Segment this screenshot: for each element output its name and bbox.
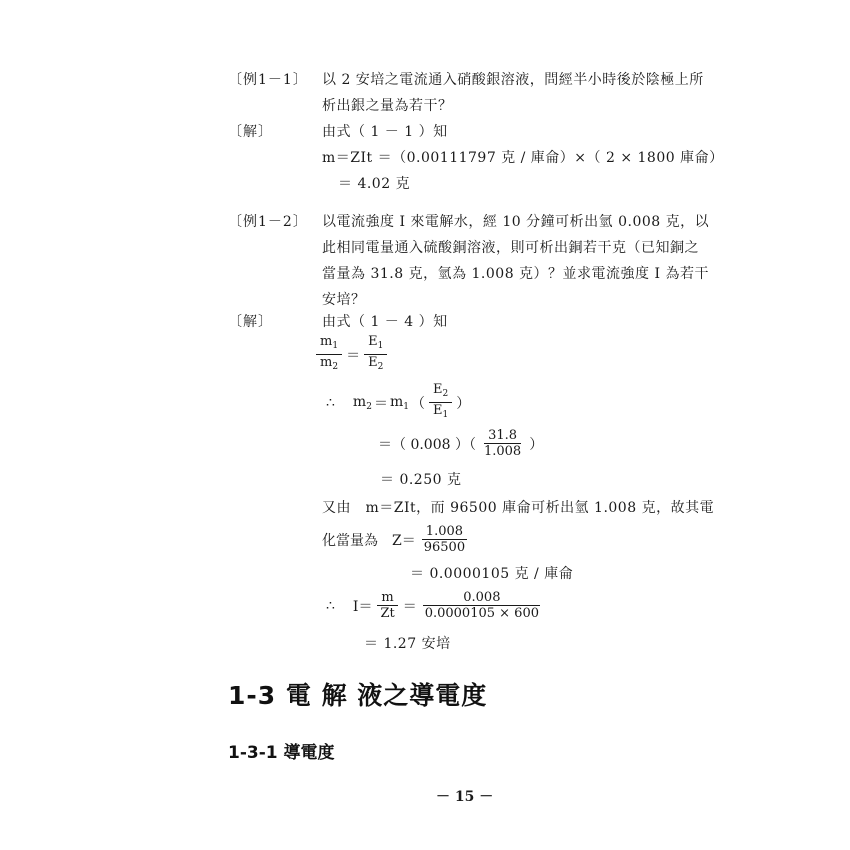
result-current: ＝ 1.27 安培: [364, 636, 451, 652]
therefore-symbol: ∴: [326, 597, 335, 614]
example-1-2-solution-intro: 由式（ 1 － 4 ）知: [322, 314, 448, 330]
example-1-2-solution-label: 〔解〕: [228, 314, 273, 330]
result-copper-mass: ＝ 0.250 克: [380, 472, 462, 488]
fraction-31-8-over-1-008: $\frac{31.8}{1.008}$: [483, 428, 522, 459]
section-heading: 1-3 電 解 液之導電度: [228, 681, 488, 710]
example-1-1-solution-line-1: 由式（ 1 － 1 ）知: [322, 124, 448, 140]
fraction-1-008-over-96500: $\frac{1.008}{96500}$: [423, 524, 466, 555]
example-1-1-solution-line-3: ＝ 4.02 克: [338, 176, 411, 192]
page-number: － 15 －: [436, 789, 494, 805]
subsection-heading: 1-3-1 導電度: [228, 743, 335, 763]
example-1-1-solution-label: 〔解〕: [228, 124, 273, 140]
example-1-1-solution-line-2: m＝ZIt ＝（0.00111797 克 / 庫侖）×（ 2 × 1800 庫侖）: [322, 150, 724, 166]
text-faraday-relation: 又由 m＝ZIt，而 96500 庫侖可析出氫 1.008 克，故其電: [322, 500, 715, 516]
fraction-m-over-zt: $\frac{m}{Zt}$: [376, 590, 398, 621]
example-1-2-question-line-3: 當量為 31.8 克，氫為 1.008 克）？並求電流強度 I 為若干: [322, 266, 709, 282]
fraction-m1-m2: $\frac{m_1}{m_2}$: [316, 334, 342, 375]
equation-ratio: $\frac{m_1}{m_2}$ ＝ $\frac{E_1}{E_2}$: [314, 334, 389, 375]
fraction-e2-e1: $\frac{E_2}{E_1}$: [429, 382, 452, 423]
fraction-0-008-over-product: $\frac{0.008}{0.0000105 \times 600}$: [424, 590, 539, 621]
example-1-1-label: 〔例1－1〕: [228, 72, 308, 88]
equation-m2: ∴ $m_2$ ＝ $m_1$ （ $\frac{E_2}{E_1}$ ）: [326, 382, 470, 423]
example-1-2-question-line-1: 以電流強度 I 來電解水，經 10 分鐘可析出氫 0.008 克，以: [322, 214, 710, 230]
equation-current: ∴ I＝ $\frac{m}{Zt}$ ＝ $\frac{0.008}{0.0000105 \times 600}$: [326, 590, 545, 621]
result-z-value: ＝ 0.0000105 克 / 庫侖: [410, 566, 574, 582]
example-1-2-question-line-4: 安培？: [322, 292, 366, 308]
example-1-1-question-line-1: 以 2 安培之電流通入硝酸銀溶液，問經半小時後於陰極上所: [322, 72, 704, 88]
example-1-2-question-line-2: 此相同電量通入硫酸銅溶液，則可析出銅若干克（已知銅之: [322, 240, 699, 256]
example-1-2-label: 〔例1－2〕: [228, 214, 308, 230]
equation-substitution: ＝（ 0.008 ）（ $\frac{31.8}{1.008}$ ）: [378, 428, 544, 459]
example-1-1-question-line-2: 析出銀之量為若干？: [322, 98, 453, 114]
fraction-e1-e2: $\frac{E_1}{E_2}$: [364, 334, 387, 375]
therefore-symbol: ∴: [326, 394, 335, 411]
equation-z: 化當量為 Z＝ $\frac{1.008}{96500}$: [322, 524, 471, 555]
